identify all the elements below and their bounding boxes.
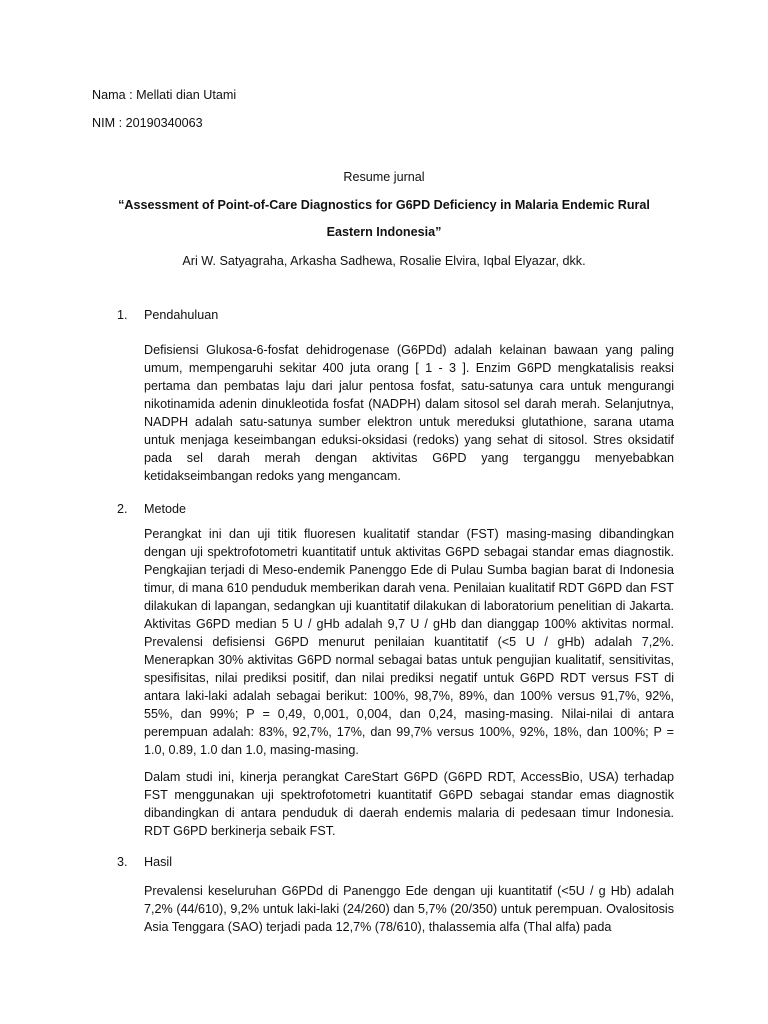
section-heading-metode: [117, 502, 186, 516]
section-title: Hasil: [144, 855, 172, 869]
document-label: Resume jurnal: [343, 170, 425, 184]
section-number: 3.: [117, 855, 128, 869]
section-title: Pendahuluan: [144, 308, 219, 322]
journal-title-line-1: “Assessment of Point-of-Care Diagnostics for G6PD Deficiency in Malaria Endemic Rural: [118, 198, 650, 212]
journal-authors: Ari W. Satyagraha, Arkasha Sadhewa, Rosalie Elvira, Iqbal Elyazar, dkk.: [182, 254, 586, 268]
student-nim: NIM : 20190340063: [92, 116, 203, 130]
section-number: 1.: [117, 308, 128, 322]
section-number: 2.: [117, 502, 128, 516]
metode-paragraph-2: Dalam studi ini, kinerja perangkat CareStart G6PD (G6PD RDT, AccessBio, USA) terhadap FST menggunakan uji spektrofotometri kuantitatif G6PD sebagai standar emas diagnostik dibandingkan di antara penduduk di daerah endemis malaria di pedesaan timur Indonesia. RDT G6PD berkinerja sebaik FST.: [144, 770, 674, 838]
journal-title-line-2: Eastern Indonesia”: [326, 225, 442, 239]
section-heading-hasil: [117, 855, 172, 869]
student-name: Nama : Mellati dian Utami: [92, 88, 237, 102]
hasil-paragraph: Prevalensi keseluruhan G6PDd di Panenggo Ede dengan uji kuantitatif (<5U / g Hb) adalah 7,2% (44/610), 9,2% untuk laki-laki (24/260) dan 5,7% (20/350) untuk perempuan. Ovalositosis Asia Tenggara (SAO) terjadi pada 12,7% (78/610), thalassemia alfa (Thal alfa) pada: [144, 884, 674, 934]
section-title: Metode: [144, 502, 187, 516]
section-heading-pendahuluan: [117, 308, 218, 322]
metode-paragraph-1: Perangkat ini dan uji titik fluoresen kualitatif standar (FST) masing-masing dibandingkan dengan uji spektrofotometri kuantitatif untuk aktivitas G6PD sebagai standar emas diagnostik. Pengkajian terjadi di Meso-endemik Panenggo Ede di Pulau Sumba bagian barat di Indonesia timur, di mana 610 penduduk memberikan darah vena. Penilaian kualitatif RDT G6PD dan FST dilakukan di lapangan, sedangkan uji kuantitatif dilakukan di laboratorium penelitian di Jakarta. Aktivitas G6PD median 5 U / gHb adalah 9,7 U / gHb dan dianggap 100% aktivitas normal. Prevalensi defisiensi G6PD menurut penilaian kuantitatif (<5 U / gHb) adalah 7,2%. Menerapkan 30% aktivitas G6PD normal sebagai batas untuk pengujian kualitatif, sensitivitas, spesifisitas, nilai prediksi positif, dan nilai prediksi negatif untuk G6PD RDT versus FST di antara laki-laki adalah sebagai berikut: 100%, 98,7%, 89%, dan 100% versus 91,7%, 92%, 55%, dan 99%; P = 0,49, 0,001, 0,004, dan 0,24, masing-masing. Nilai-nilai di antara perempuan adalah: 83%, 92,7%, 17%, dan 99,7% versus 100%, 92%, 18%, dan 100%; P = 1.0, 0.89, 1.0 dan 1.0, masing-masing.: [144, 527, 674, 757]
pendahuluan-paragraph: Defisiensi Glukosa-6-fosfat dehidrogenase (G6PDd) adalah kelainan bawaan yang paling umum, mempengaruhi sekitar 400 juta orang [ 1 - 3 ]. Enzim G6PD mengkatalisis reaksi pertama dan pembatas laju dari jalur pentosa fosfat, satu-satunya cara untuk mengurangi nikotinamida adenin dinukleotida fosfat (NADPH) dalam sitosol sel darah merah. Selanjutnya, NADPH adalah satu-satunya sumber elektron untuk mereduksi glutathione, sarana utama untuk menjaga keseimbangan eduksi-oksidasi (redoks) yang sehat di sitosol. Stres oksidatif pada sel darah merah dengan aktivitas G6PD yang terganggu menyebabkan ketidakseimbangan redoks yang mengancam.: [144, 343, 674, 483]
